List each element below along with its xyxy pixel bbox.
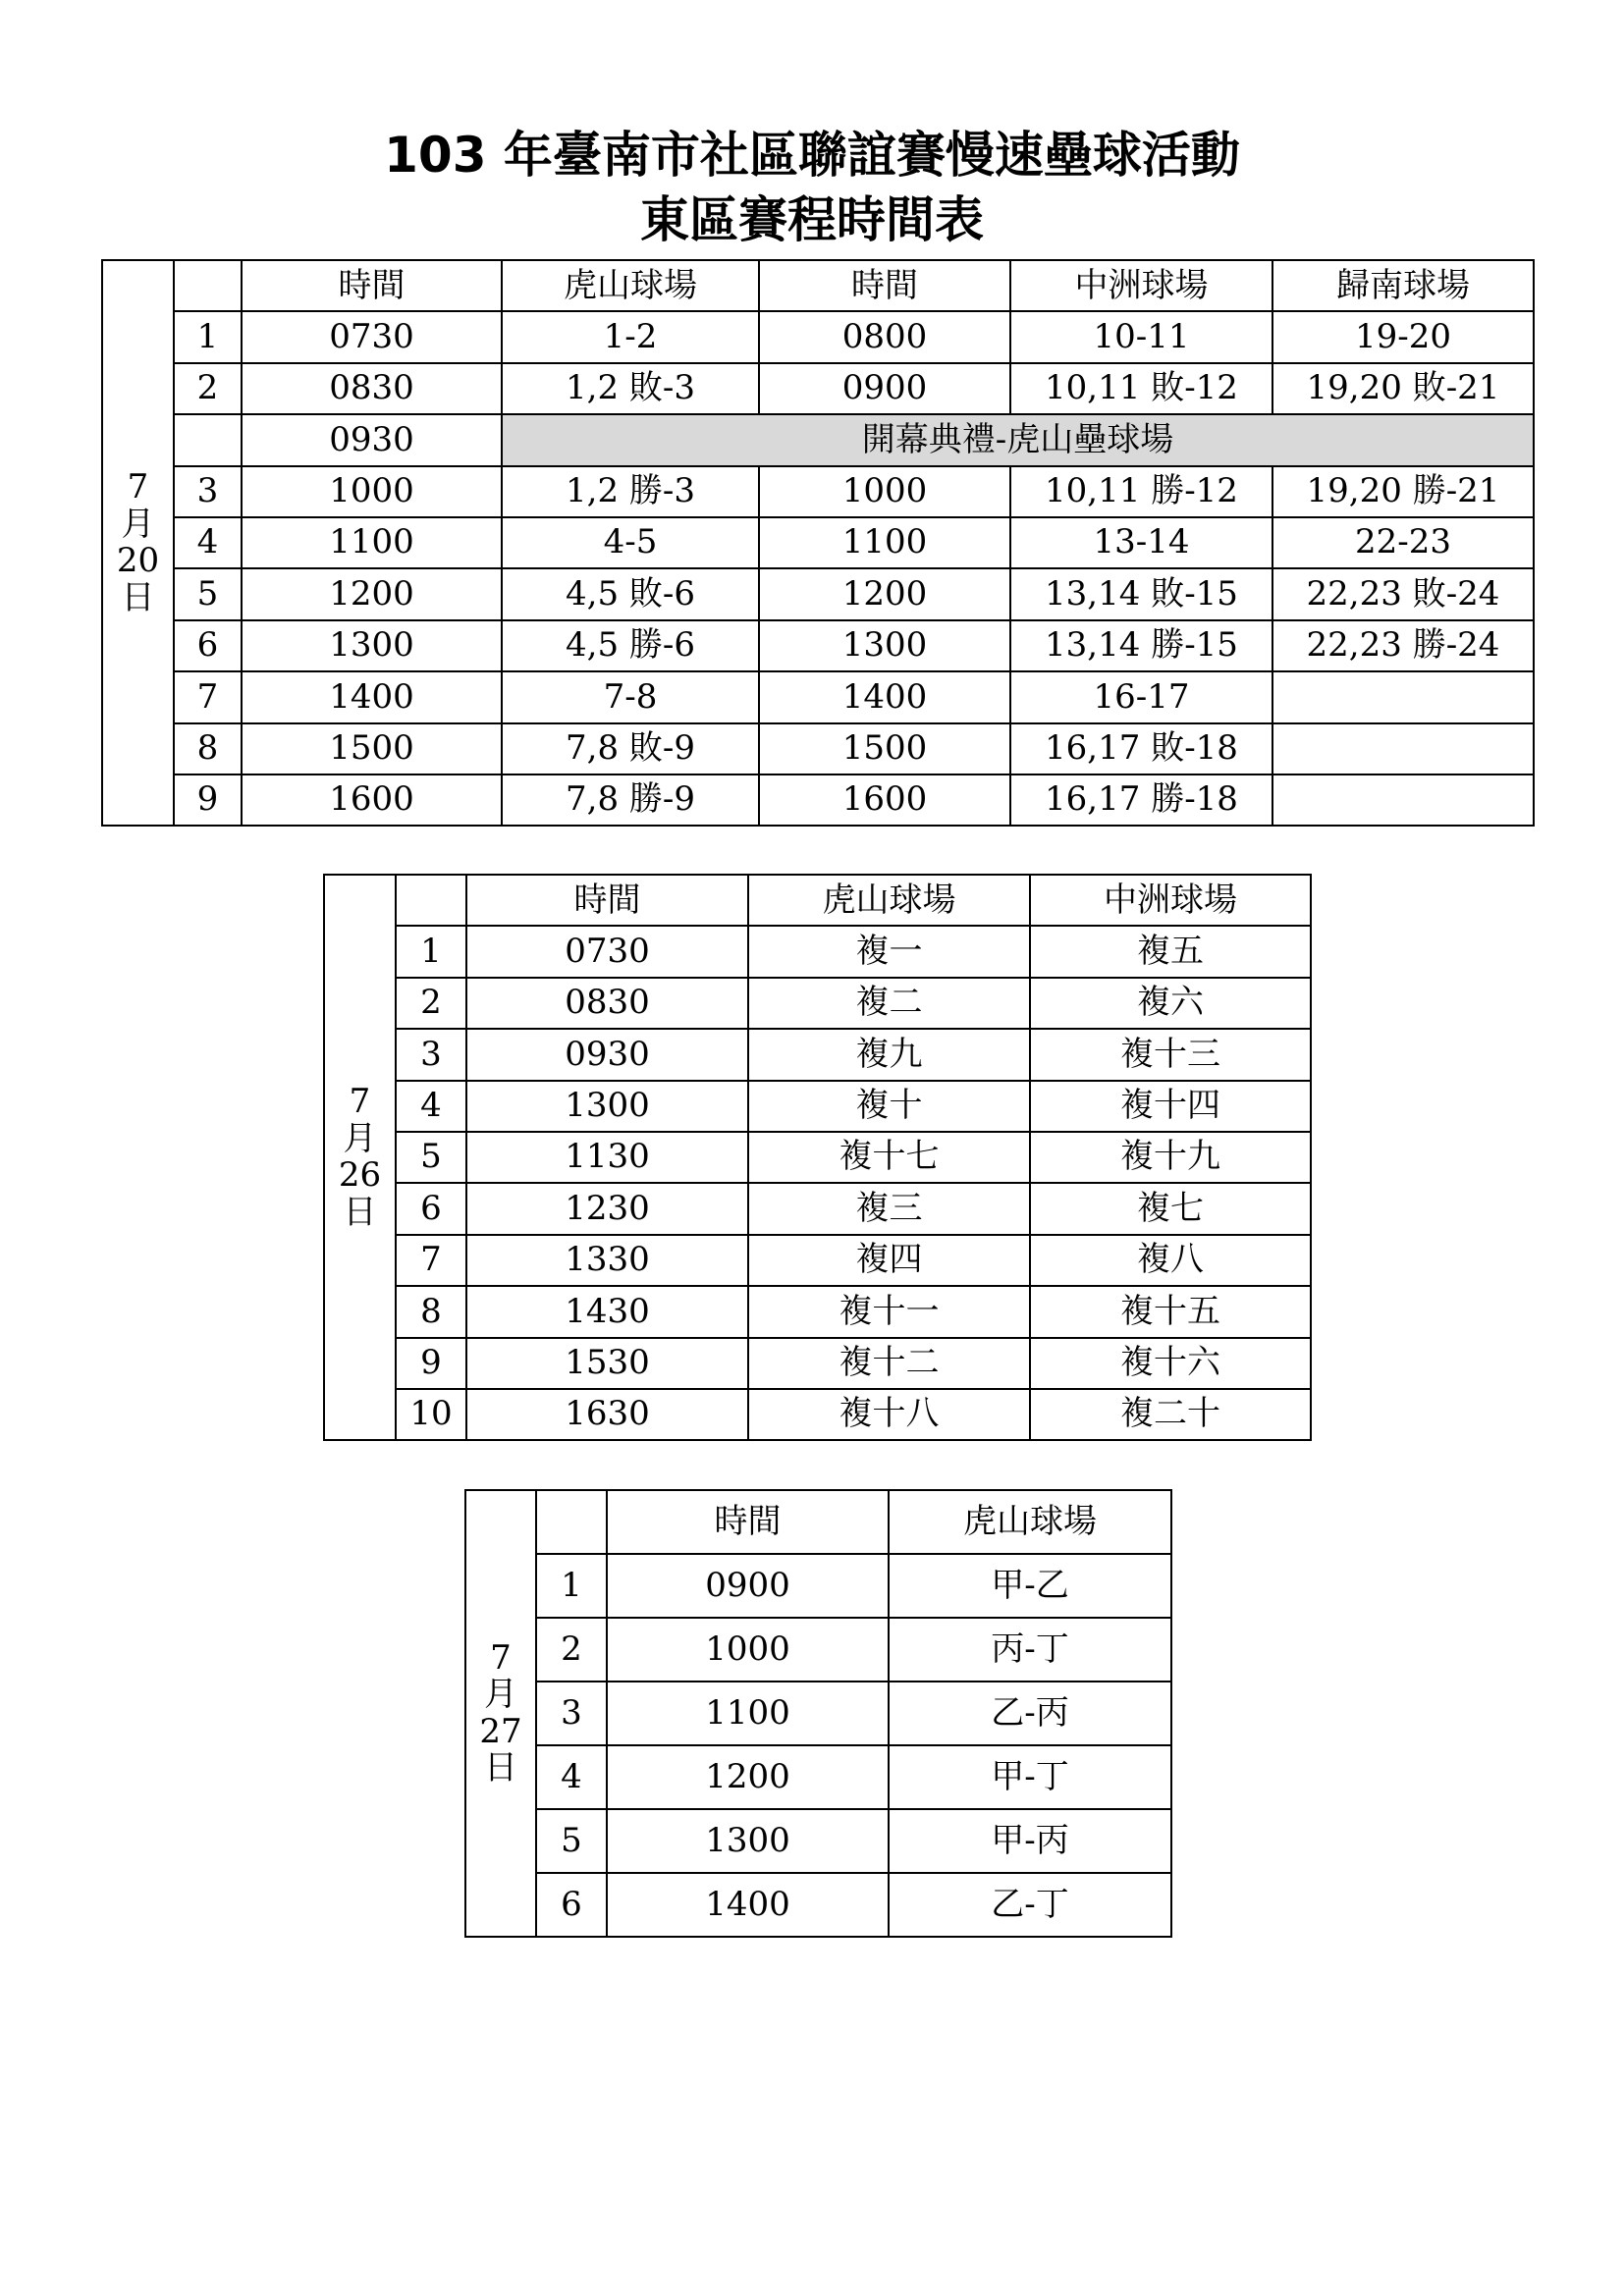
- table-row: [102, 671, 1534, 722]
- column-header: 虎山球場: [748, 875, 1030, 926]
- table-cell: 9: [174, 774, 242, 826]
- table-cell: 7: [396, 1235, 466, 1286]
- table-cell: 0930: [466, 1029, 748, 1080]
- column-header: 時間: [607, 1490, 889, 1554]
- table-cell: [174, 414, 242, 465]
- table-cell: 1: [174, 311, 242, 362]
- table-cell: 6: [396, 1183, 466, 1234]
- column-header: 中洲球場: [1030, 875, 1311, 926]
- table-header-row: [324, 875, 1311, 926]
- table-cell: 4: [396, 1081, 466, 1132]
- table-cell: 1200: [759, 568, 1010, 619]
- table-cell: 1400: [759, 671, 1010, 722]
- table-cell: 1-2: [502, 311, 759, 362]
- table-cell: 0730: [242, 311, 502, 362]
- schedule-table-jul-26: [323, 874, 1312, 1441]
- table-cell: 複三: [748, 1183, 1030, 1234]
- table-cell: 0930: [242, 414, 502, 465]
- table-cell: 複一: [748, 926, 1030, 977]
- table-cell: 1500: [242, 723, 502, 774]
- table-cell: 1630: [466, 1389, 748, 1440]
- table-cell: 1100: [242, 517, 502, 568]
- table-cell: 1400: [607, 1873, 889, 1937]
- table-cell: 複八: [1030, 1235, 1311, 1286]
- table-cell: 10,11 勝-12: [1010, 466, 1272, 517]
- table-cell: 10-11: [1010, 311, 1272, 362]
- table-cell: 5: [396, 1132, 466, 1183]
- table-cell: 10,11 敗-12: [1010, 363, 1272, 414]
- table-row: [324, 1235, 1311, 1286]
- table-cell: 複十五: [1030, 1286, 1311, 1337]
- table-header-row: [465, 1490, 1171, 1554]
- table-cell: 1100: [759, 517, 1010, 568]
- table-cell: 複七: [1030, 1183, 1311, 1234]
- table-cell: 2: [174, 363, 242, 414]
- table-cell: 3: [536, 1682, 607, 1745]
- table-cell: 複五: [1030, 926, 1311, 977]
- table-cell: 複十一: [748, 1286, 1030, 1337]
- table-cell: 16,17 敗-18: [1010, 723, 1272, 774]
- table-cell: 1300: [759, 620, 1010, 671]
- date-cell: 7 月 27 日: [465, 1490, 536, 1937]
- column-header: [174, 260, 242, 311]
- table-cell: 乙-丙: [889, 1682, 1171, 1745]
- table-cell: 1: [536, 1554, 607, 1618]
- table-row: [324, 1183, 1311, 1234]
- table-cell: 16,17 勝-18: [1010, 774, 1272, 826]
- table-cell: 複二十: [1030, 1389, 1311, 1440]
- table-cell: 甲-乙: [889, 1554, 1171, 1618]
- date-cell: 7 月 26 日: [324, 875, 396, 1440]
- table-row: [102, 311, 1534, 362]
- table-cell: 19,20 勝-21: [1272, 466, 1534, 517]
- table-cell: [1272, 723, 1534, 774]
- table-row: [324, 1029, 1311, 1080]
- table-cell: 複二: [748, 978, 1030, 1029]
- table-row: [465, 1745, 1171, 1809]
- table-cell: 13,14 勝-15: [1010, 620, 1272, 671]
- table-cell: [1272, 671, 1534, 722]
- column-header: 歸南球場: [1272, 260, 1534, 311]
- table-cell: 複十六: [1030, 1338, 1311, 1389]
- table-cell: 甲-丁: [889, 1745, 1171, 1809]
- table-cell: 甲-丙: [889, 1809, 1171, 1873]
- table-cell: 1000: [759, 466, 1010, 517]
- table-cell: 1200: [242, 568, 502, 619]
- schedule-table-jul-20: [101, 259, 1535, 827]
- table-cell: 1130: [466, 1132, 748, 1183]
- table-cell: 1,2 勝-3: [502, 466, 759, 517]
- table-row: [102, 774, 1534, 826]
- table-cell: 1,2 敗-3: [502, 363, 759, 414]
- table-cell: 19,20 敗-21: [1272, 363, 1534, 414]
- column-header: 時間: [759, 260, 1010, 311]
- table-cell: 3: [396, 1029, 466, 1080]
- column-header: 時間: [242, 260, 502, 311]
- table-cell: 0900: [759, 363, 1010, 414]
- table-cell: 1500: [759, 723, 1010, 774]
- column-header: 中洲球場: [1010, 260, 1272, 311]
- table-cell: 13,14 敗-15: [1010, 568, 1272, 619]
- table-cell: 22,23 敗-24: [1272, 568, 1534, 619]
- table-cell: 10: [396, 1389, 466, 1440]
- table-cell: 13-14: [1010, 517, 1272, 568]
- table-cell: 19-20: [1272, 311, 1534, 362]
- table-cell: 複十: [748, 1081, 1030, 1132]
- table-row: [102, 723, 1534, 774]
- table-cell: 0800: [759, 311, 1010, 362]
- table-cell: 1330: [466, 1235, 748, 1286]
- table-cell: 1000: [242, 466, 502, 517]
- table-cell: 1230: [466, 1183, 748, 1234]
- table-cell: 16-17: [1010, 671, 1272, 722]
- table-row: [324, 1338, 1311, 1389]
- table-cell: 5: [174, 568, 242, 619]
- table-cell: 7-8: [502, 671, 759, 722]
- column-header: [396, 875, 466, 926]
- table-cell: 2: [536, 1618, 607, 1682]
- column-header: [536, 1490, 607, 1554]
- table-row: [465, 1809, 1171, 1873]
- table-cell: 複九: [748, 1029, 1030, 1080]
- table-row: [102, 466, 1534, 517]
- table-cell: 1400: [242, 671, 502, 722]
- table-cell: 複十九: [1030, 1132, 1311, 1183]
- ceremony-cell: 開幕典禮-虎山壘球場: [502, 414, 1534, 465]
- schedule-table-jul-27: [464, 1489, 1172, 1938]
- column-header: 虎山球場: [889, 1490, 1171, 1554]
- table-cell: 0830: [242, 363, 502, 414]
- table-cell: 5: [536, 1809, 607, 1873]
- table-row: [324, 1286, 1311, 1337]
- page-subtitle: 東區賽程時間表: [640, 191, 984, 248]
- table-cell: 4,5 敗-6: [502, 568, 759, 619]
- table-row: [102, 363, 1534, 414]
- table-cell: 8: [396, 1286, 466, 1337]
- table-cell: 1300: [466, 1081, 748, 1132]
- table-row: [465, 1554, 1171, 1618]
- table-row: [324, 1389, 1311, 1440]
- table-cell: 1200: [607, 1745, 889, 1809]
- table-cell: 1000: [607, 1618, 889, 1682]
- table-cell: 1600: [242, 774, 502, 826]
- table-cell: 22,23 勝-24: [1272, 620, 1534, 671]
- table-cell: 1100: [607, 1682, 889, 1745]
- table-cell: 7: [174, 671, 242, 722]
- table-cell: 乙-丁: [889, 1873, 1171, 1937]
- page-title: 103 年臺南市社區聯誼賽慢速壘球活動: [384, 127, 1240, 184]
- table-cell: 1: [396, 926, 466, 977]
- table-cell: 1600: [759, 774, 1010, 826]
- table-cell: 1300: [607, 1809, 889, 1873]
- table-cell: 複十七: [748, 1132, 1030, 1183]
- table-cell: 複十三: [1030, 1029, 1311, 1080]
- column-header: 時間: [466, 875, 748, 926]
- table-cell: 1530: [466, 1338, 748, 1389]
- table-cell: 4: [174, 517, 242, 568]
- table-cell: 複六: [1030, 978, 1311, 1029]
- date-cell: 7 月 20 日: [102, 260, 174, 826]
- table-cell: 複四: [748, 1235, 1030, 1286]
- table-cell: 9: [396, 1338, 466, 1389]
- table-cell: 3: [174, 466, 242, 517]
- table-row: [465, 1682, 1171, 1745]
- table-cell: 1300: [242, 620, 502, 671]
- table-row: [324, 1081, 1311, 1132]
- table-cell: 6: [536, 1873, 607, 1937]
- table-row: [324, 926, 1311, 977]
- table-cell: 複十八: [748, 1389, 1030, 1440]
- table-cell: [1272, 774, 1534, 826]
- table-cell: 7,8 勝-9: [502, 774, 759, 826]
- table-row: [465, 1618, 1171, 1682]
- table-row: [102, 620, 1534, 671]
- table-cell: 7,8 敗-9: [502, 723, 759, 774]
- ceremony-row: [102, 414, 1534, 465]
- table-cell: 複十四: [1030, 1081, 1311, 1132]
- table-cell: 6: [174, 620, 242, 671]
- table-row: [324, 978, 1311, 1029]
- table-cell: 8: [174, 723, 242, 774]
- table-cell: 0730: [466, 926, 748, 977]
- table-row: [465, 1873, 1171, 1937]
- table-cell: 0830: [466, 978, 748, 1029]
- table-row: [324, 1132, 1311, 1183]
- table-cell: 複十二: [748, 1338, 1030, 1389]
- table-cell: 4: [536, 1745, 607, 1809]
- table-cell: 丙-丁: [889, 1618, 1171, 1682]
- table-header-row: [102, 260, 1534, 311]
- table-cell: 0900: [607, 1554, 889, 1618]
- table-cell: 4-5: [502, 517, 759, 568]
- table-row: [102, 517, 1534, 568]
- table-cell: 4,5 勝-6: [502, 620, 759, 671]
- column-header: 虎山球場: [502, 260, 759, 311]
- table-cell: 1430: [466, 1286, 748, 1337]
- table-cell: 2: [396, 978, 466, 1029]
- table-row: [102, 568, 1534, 619]
- table-cell: 22-23: [1272, 517, 1534, 568]
